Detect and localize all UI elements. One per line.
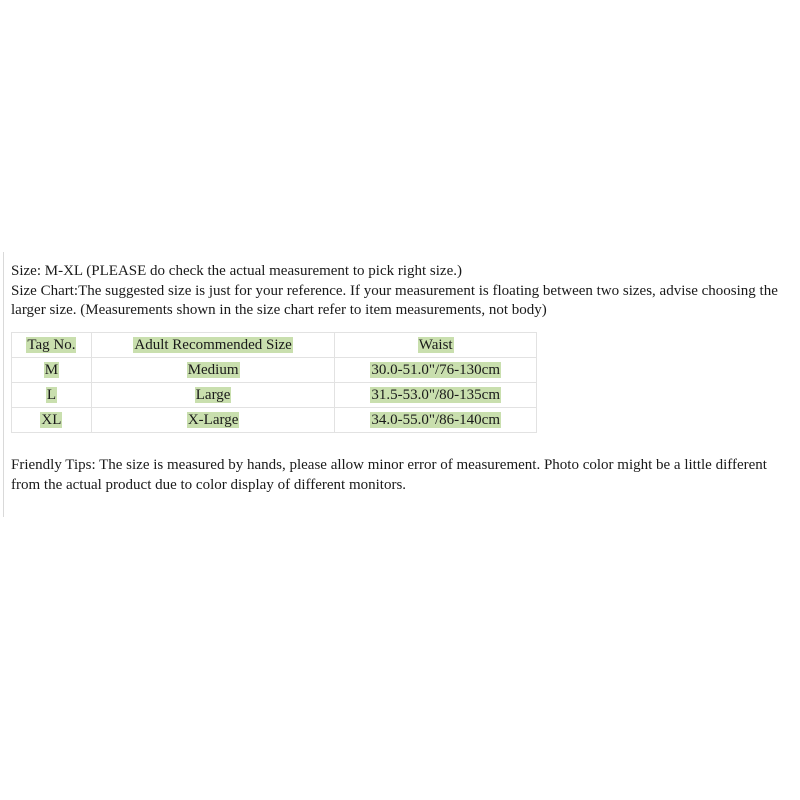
table-cell <box>12 383 92 408</box>
table-cell <box>335 358 537 383</box>
table-cell <box>12 408 92 433</box>
table-cell <box>91 408 335 433</box>
tag-text: M <box>44 361 59 378</box>
waist-text: 31.5-53.0"/80-135cm <box>371 386 500 403</box>
header-size-text: Adult Recommended Size <box>134 336 292 353</box>
size-value: M-XL <box>44 263 83 279</box>
left-border-line <box>3 252 4 517</box>
size-text: X-Large <box>187 411 239 428</box>
size-chart-description: Size Chart:The suggested size is just for your reference. If your measurement is floating between two sizes, advise choosing the larger size. (Measurements shown in the size chart refer to item measurements, not body) <box>11 282 778 318</box>
size-note: (PLEASE do check the actual measurement to pick right size.) <box>82 263 462 279</box>
size-text: Large <box>195 386 231 403</box>
size-info <box>11 262 796 321</box>
header-cell-tag <box>12 333 92 358</box>
header-tag-text: Tag No. <box>27 336 76 353</box>
tag-text: L <box>46 386 56 403</box>
waist-text: 30.0-51.0"/76-130cm <box>371 361 500 378</box>
size-chart-table <box>11 332 537 433</box>
waist-text: 34.0-55.0"/86-140cm <box>371 411 500 428</box>
header-cell-size <box>91 333 335 358</box>
size-label: Size: <box>11 263 45 279</box>
header-cell-waist <box>335 333 537 358</box>
table-cell <box>91 383 335 408</box>
table-row <box>12 358 537 383</box>
table-cell <box>91 358 335 383</box>
tag-text: XL <box>41 411 62 428</box>
friendly-tips: Friendly Tips: The size is measured by hands, please allow minor error of measurement. Photo color might be a little different from the actual product due to color display of different monitors. <box>11 457 767 493</box>
header-waist-text: Waist <box>418 336 453 353</box>
table-cell <box>12 358 92 383</box>
table-header-row <box>12 333 537 358</box>
table-row <box>12 383 537 408</box>
size-text: Medium <box>187 361 239 378</box>
table-row <box>12 408 537 433</box>
size-line <box>11 262 796 282</box>
table-cell <box>335 383 537 408</box>
table-cell <box>335 408 537 433</box>
